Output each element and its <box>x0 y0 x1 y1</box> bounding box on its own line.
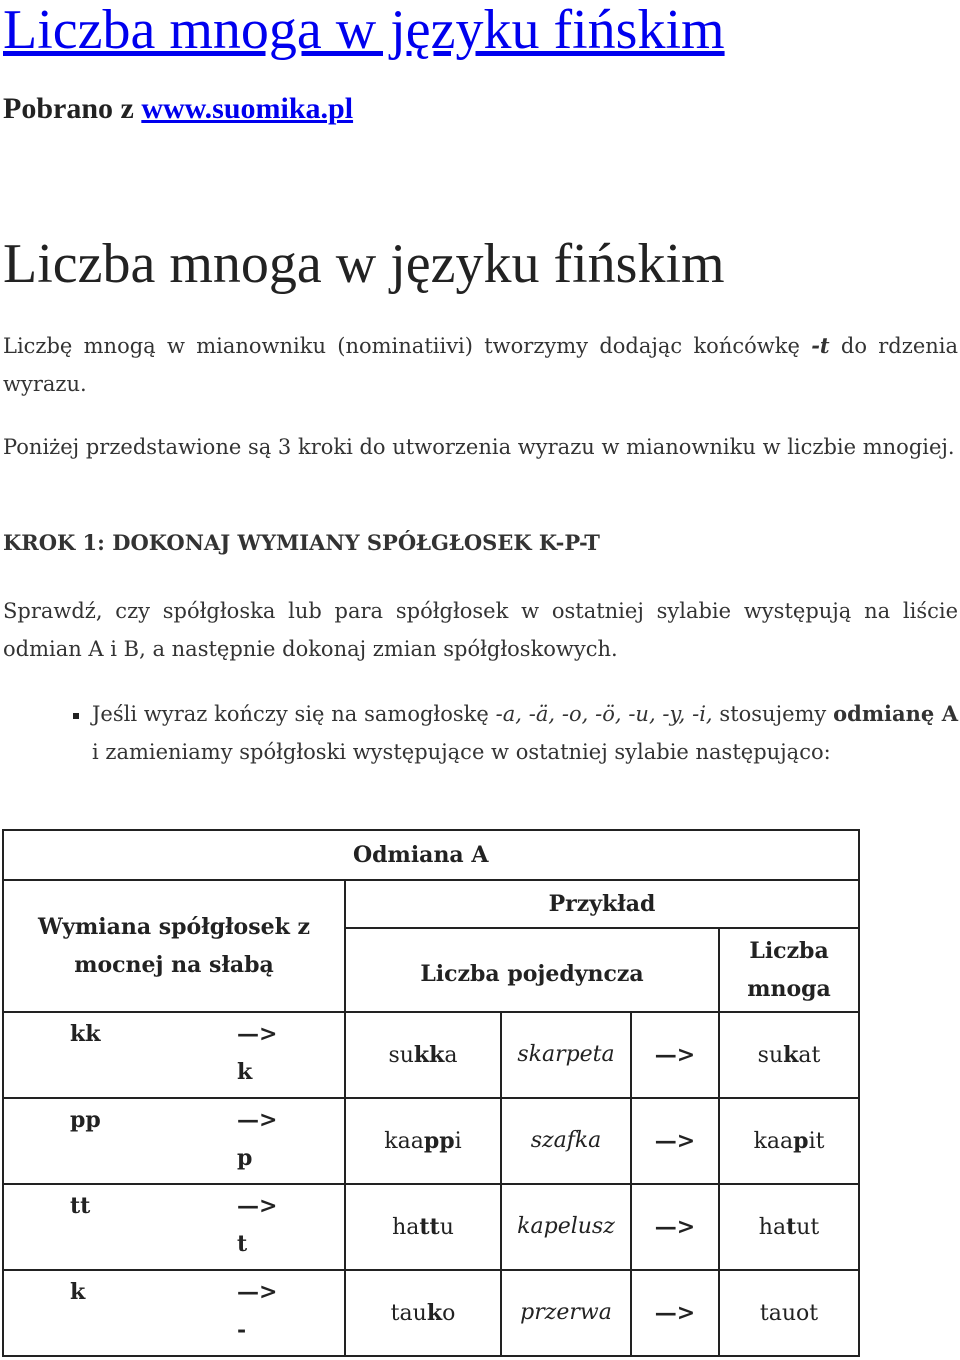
step1-heading: KROK 1: DOKONAJ WYMIANY SPÓŁGŁOSEK K-P-T <box>3 530 600 555</box>
plural-part: tauot <box>759 1300 819 1326</box>
plural-cell <box>719 1012 859 1098</box>
strong-consonant: tt <box>70 1193 91 1219</box>
intro-before: Liczbę mnogą w mianowniku (nominatiivi) tworzymy dodając końcówkę <box>3 334 800 358</box>
page-title-link[interactable]: Liczba mnoga w języku fińskim <box>3 0 725 61</box>
weak-consonant: - <box>237 1317 247 1343</box>
singular-part: kaa <box>384 1128 424 1154</box>
plural-cell <box>719 1184 859 1270</box>
plural-cell <box>719 1270 859 1356</box>
singular-cell <box>345 1012 501 1098</box>
consonant-gradation-table <box>2 829 860 1357</box>
table-header-row-1 <box>3 880 859 928</box>
header-plural: Liczba mnoga <box>719 928 859 1012</box>
plural-bold: k <box>783 1041 799 1068</box>
singular-bold: k <box>426 1299 443 1326</box>
plural-part: at <box>798 1042 821 1068</box>
header-change: Wymiana spółgłosek z mocnej na słabą <box>3 880 345 1012</box>
gradation-cell <box>3 1098 345 1184</box>
bullet-item <box>92 695 958 771</box>
step1-paragraph: Sprawdź, czy spółgłoska lub para spółgłosek w ostatniej sylabie występują na liście odmian A i B, a następnie dokonaj zmian spółgłoskowych. <box>3 599 958 661</box>
plural-cell <box>719 1098 859 1184</box>
header-example: Przykład <box>345 880 859 928</box>
gradation-arrow: —> <box>237 1021 278 1047</box>
bullet-middle: stosujemy <box>719 702 827 726</box>
plural-part: kaa <box>753 1128 794 1154</box>
singular-part: tau <box>390 1300 427 1326</box>
plural-part: ha <box>758 1214 787 1240</box>
source-link[interactable]: www.suomika.pl <box>141 92 354 125</box>
plural-part: ut <box>796 1214 820 1240</box>
singular-part: a <box>444 1042 458 1068</box>
translation-cell: szafka <box>501 1098 631 1184</box>
strong-consonant: k <box>70 1279 86 1305</box>
translation-cell: kapelusz <box>501 1184 631 1270</box>
table-title-cell <box>3 830 345 880</box>
weak-consonant: k <box>237 1059 253 1085</box>
gradation-cell <box>3 1012 345 1098</box>
source-prefix: Pobrano z <box>3 92 134 125</box>
bullet-before: Jeśli wyraz kończy się na samogłoskę <box>92 702 489 726</box>
singular-part: su <box>388 1042 414 1068</box>
bullet-marker <box>73 713 79 719</box>
steps-intro-paragraph: Poniżej przedstawione są 3 kroki do utworzenia wyrazu w mianowniku w liczbie mnogiej. <box>3 435 955 459</box>
singular-cell <box>345 1184 501 1270</box>
bullet-after: i zamieniamy spółgłoski występujące w ostatniej sylabie następująco: <box>92 740 831 764</box>
singular-bold: pp <box>423 1127 455 1154</box>
singular-cell <box>345 1098 501 1184</box>
plural-bold: t <box>786 1213 797 1240</box>
singular-bold: tt <box>419 1213 440 1240</box>
table-row <box>3 1098 859 1184</box>
gradation-cell <box>3 1184 345 1270</box>
intro-suffix: -t <box>811 333 830 358</box>
header-singular: Liczba pojedyncza <box>345 928 719 1012</box>
singular-part: o <box>442 1300 456 1326</box>
gradation-arrow: —> <box>237 1279 278 1305</box>
bullet-vowels: -a, -ä, -o, -ö, -u, -y, -i, <box>495 702 713 726</box>
example-arrow: —> <box>631 1270 719 1356</box>
weak-consonant: p <box>237 1145 253 1171</box>
bullet-bold: odmianę A <box>833 701 959 726</box>
singular-part: ha <box>392 1214 420 1240</box>
table-title: Odmiana A <box>345 830 859 880</box>
singular-part: i <box>454 1128 462 1154</box>
source-line <box>3 92 353 126</box>
gradation-arrow: —> <box>237 1107 278 1133</box>
intro-paragraph <box>3 327 958 403</box>
plural-part: it <box>808 1128 825 1154</box>
singular-cell <box>345 1270 501 1356</box>
table-title-row <box>3 830 859 880</box>
table-row <box>3 1012 859 1098</box>
example-arrow: —> <box>631 1098 719 1184</box>
translation-cell: skarpeta <box>501 1012 631 1098</box>
article-title: Liczba mnoga w języku fińskim <box>3 233 725 295</box>
table-row <box>3 1270 859 1356</box>
strong-consonant: kk <box>70 1021 101 1047</box>
example-arrow: —> <box>631 1012 719 1098</box>
gradation-arrow: —> <box>237 1193 278 1219</box>
strong-consonant: pp <box>70 1107 101 1133</box>
example-arrow: —> <box>631 1184 719 1270</box>
plural-part: su <box>757 1042 784 1068</box>
singular-part: u <box>439 1214 454 1240</box>
plural-bold: p <box>793 1127 809 1154</box>
weak-consonant: t <box>237 1231 248 1257</box>
translation-cell: przerwa <box>501 1270 631 1356</box>
table-row <box>3 1184 859 1270</box>
intro-after: do rdzenia wyrazu. <box>3 334 959 396</box>
singular-bold: kk <box>413 1041 445 1068</box>
gradation-cell <box>3 1270 345 1356</box>
